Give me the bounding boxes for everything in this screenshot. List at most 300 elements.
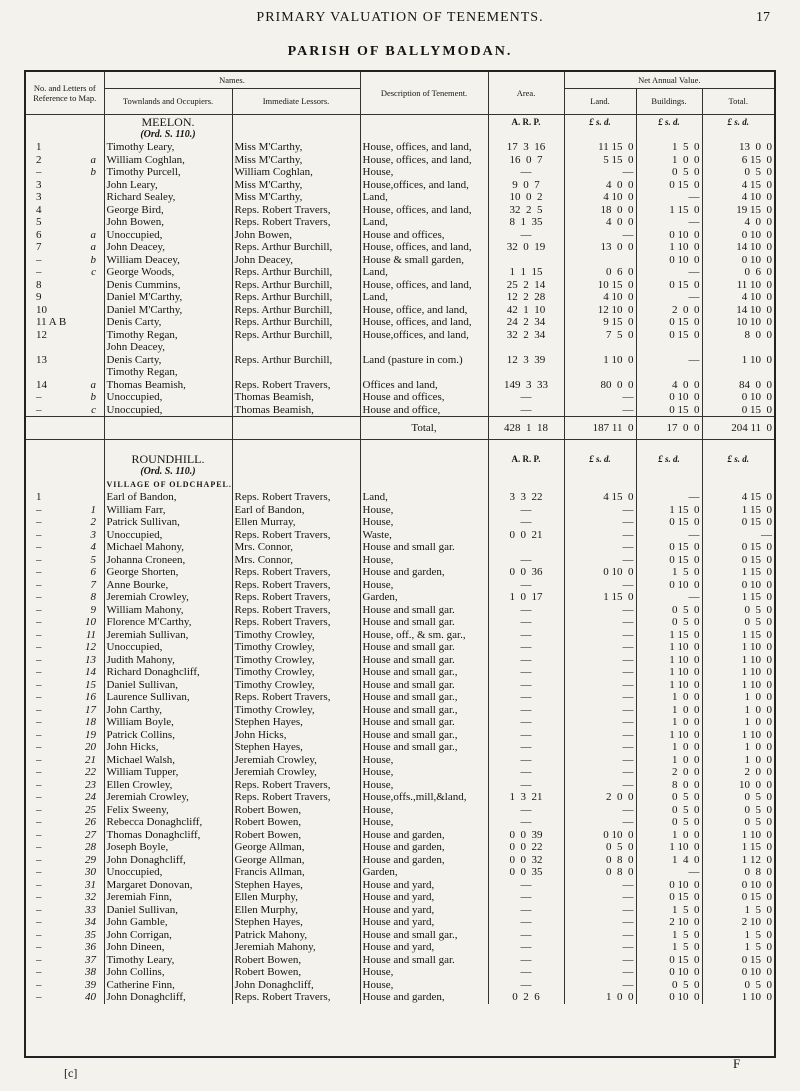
total-value: 84 0 0	[702, 379, 774, 392]
ordnance-sheet: (Ord. S. 110.)	[104, 466, 232, 479]
map-reference	[26, 691, 104, 704]
spacer	[26, 440, 104, 453]
map-number: 2	[36, 153, 42, 166]
total-value: 1 5 0	[702, 941, 774, 954]
col-townlands: Townlands and Occupiers.	[104, 88, 232, 114]
map-number: –	[36, 878, 42, 891]
table-row	[26, 929, 774, 942]
lessor: Miss M'Carthy,	[232, 191, 360, 204]
total-value: 1 15 0	[702, 566, 774, 579]
total-value: 0 5 0	[702, 616, 774, 629]
lessor: Reps. Robert Travers,	[232, 779, 360, 792]
table-row	[26, 754, 774, 767]
occupier: Unoccupied,	[104, 641, 232, 654]
land-value: —	[564, 616, 636, 629]
map-number: –	[36, 941, 42, 953]
spacer	[702, 129, 774, 142]
area: —	[488, 879, 564, 892]
table-row	[26, 979, 774, 992]
occupier: John Deacey,	[104, 341, 232, 354]
map-number: 3	[36, 191, 42, 203]
valuation-table	[26, 72, 774, 1004]
description: House and small gar.,	[360, 929, 488, 942]
description: House and garden,	[360, 829, 488, 842]
land-value: 1 10 0	[564, 354, 636, 367]
map-reference	[26, 316, 104, 329]
map-reference	[26, 604, 104, 617]
land-value: —	[564, 391, 636, 404]
map-number: –	[36, 253, 42, 266]
occupier: William Mahony,	[104, 604, 232, 617]
area	[488, 366, 564, 379]
map-reference	[26, 704, 104, 717]
map-number: –	[36, 716, 42, 728]
land-value: —	[564, 579, 636, 592]
occupier: Jeremiah Crowley,	[104, 591, 232, 604]
spacer	[232, 466, 360, 479]
spacer	[636, 440, 702, 453]
spacer	[488, 479, 564, 492]
land-value: —	[564, 729, 636, 742]
land-value: 12 10 0	[564, 304, 636, 317]
land-value	[564, 341, 636, 354]
buildings-value: 1 5 0	[636, 941, 702, 954]
land-value: —	[564, 541, 636, 554]
lessor: Reps. Arthur Burchill,	[232, 266, 360, 279]
table-row	[26, 729, 774, 742]
map-reference	[26, 679, 104, 692]
total-value: 6 15 0	[702, 154, 774, 167]
land-value: —	[564, 816, 636, 829]
map-number: 13	[36, 353, 47, 366]
table-row	[26, 941, 774, 954]
description: House,	[360, 579, 488, 592]
total-value: 0 5 0	[702, 166, 774, 179]
lessor: Timothy Crowley,	[232, 654, 360, 667]
total-value: 0 5 0	[702, 816, 774, 829]
buildings-value: 2 0 0	[636, 766, 702, 779]
buildings-value	[636, 341, 702, 354]
page-header: PRIMARY VALUATION OF TENEMENTS.	[256, 10, 544, 25]
land-value: 4 0 0	[564, 179, 636, 192]
area: —	[488, 666, 564, 679]
lessor: Reps. Arthur Burchill,	[232, 316, 360, 329]
spacer	[488, 440, 564, 453]
total-value	[702, 366, 774, 379]
buildings-value: 0 10 0	[636, 579, 702, 592]
description: House, offices, and land,	[360, 241, 488, 254]
area: —	[488, 779, 564, 792]
occupier: Daniel Sullivan,	[104, 679, 232, 692]
area: 0 0 36	[488, 566, 564, 579]
map-number: –	[36, 803, 42, 816]
map-letter: 22	[85, 766, 96, 778]
spacer	[232, 479, 360, 492]
total-total: 204 11 0	[702, 417, 774, 440]
occupier: Ellen Crowley,	[104, 779, 232, 792]
table-row	[26, 741, 774, 754]
table-row	[26, 591, 774, 604]
land-value: —	[564, 966, 636, 979]
area: 24 2 34	[488, 316, 564, 329]
col-nav: Net Annual Value.	[564, 72, 774, 88]
lessor: Robert Bowen,	[232, 966, 360, 979]
map-letter: 18	[85, 716, 96, 728]
spacer	[564, 479, 636, 492]
occupier: Thomas Donaghcliff,	[104, 829, 232, 842]
lessor: Reps. Robert Travers,	[232, 579, 360, 592]
map-number: –	[36, 691, 42, 703]
map-letter: 21	[85, 753, 96, 766]
land-value: 4 15 0	[564, 491, 636, 504]
map-number: –	[36, 578, 42, 591]
lessor: Reps. Arthur Burchill,	[232, 291, 360, 304]
buildings-value: 0 5 0	[636, 804, 702, 817]
occupier: Unoccupied,	[104, 866, 232, 879]
total-value: 1 10 0	[702, 829, 774, 842]
map-reference	[26, 954, 104, 967]
total-value: 1 10 0	[702, 654, 774, 667]
map-reference	[26, 791, 104, 804]
table-row	[26, 541, 774, 554]
description: House and small gar.,	[360, 691, 488, 704]
map-letter: 2	[90, 516, 96, 528]
map-number: –	[36, 391, 42, 403]
map-number: 7	[36, 241, 42, 253]
lessor: Reps. Robert Travers,	[232, 216, 360, 229]
lessor: Miss M'Carthy,	[232, 154, 360, 167]
spacer	[104, 417, 232, 440]
table-row	[26, 654, 774, 667]
buildings-value: 0 15 0	[636, 279, 702, 292]
map-letter: a	[90, 241, 96, 253]
table-row	[26, 641, 774, 654]
area: —	[488, 391, 564, 404]
buildings-value: 0 10 0	[636, 966, 702, 979]
table-row	[26, 916, 774, 929]
map-number: –	[36, 516, 42, 528]
lessor: William Coghlan,	[232, 166, 360, 179]
area: —	[488, 616, 564, 629]
map-reference	[26, 379, 104, 392]
total-value: 8 0 0	[702, 329, 774, 342]
area: 42 1 10	[488, 304, 564, 317]
occupier: John Carthy,	[104, 704, 232, 717]
total-value: 1 5 0	[702, 929, 774, 942]
occupier: George Woods,	[104, 266, 232, 279]
buildings-value: 0 10 0	[636, 229, 702, 242]
map-reference	[26, 779, 104, 792]
occupier: Johanna Croneen,	[104, 554, 232, 567]
table-row	[26, 166, 774, 179]
buildings-value: 1 10 0	[636, 666, 702, 679]
buildings-value: —	[636, 291, 702, 304]
map-reference	[26, 229, 104, 242]
area: —	[488, 966, 564, 979]
buildings-value: 0 15 0	[636, 516, 702, 529]
map-letter: 32	[85, 891, 96, 903]
map-reference	[26, 941, 104, 954]
total-value: 1 0 0	[702, 754, 774, 767]
description: House and garden,	[360, 854, 488, 867]
map-reference	[26, 991, 104, 1004]
total-value: 10 10 0	[702, 316, 774, 329]
spacer	[104, 440, 232, 453]
area	[488, 341, 564, 354]
land-value	[564, 254, 636, 267]
table-row	[26, 516, 774, 529]
lessor: Reps. Arthur Burchill,	[232, 241, 360, 254]
lessor: Miss M'Carthy,	[232, 141, 360, 154]
land-value: —	[564, 704, 636, 717]
spacer	[232, 440, 360, 453]
land-value: —	[564, 716, 636, 729]
description: House,	[360, 516, 488, 529]
map-number: –	[36, 891, 42, 903]
table-row	[26, 891, 774, 904]
occupier: William Farr,	[104, 504, 232, 517]
map-reference	[26, 179, 104, 192]
map-letter: 33	[85, 903, 96, 916]
land-value: —	[564, 666, 636, 679]
map-reference	[26, 591, 104, 604]
map-letter: 29	[85, 853, 96, 866]
area: —	[488, 904, 564, 917]
map-letter: 12	[85, 641, 96, 653]
buildings-value: 0 5 0	[636, 166, 702, 179]
area: —	[488, 716, 564, 729]
lessor: Reps. Robert Travers,	[232, 791, 360, 804]
map-letter: 19	[85, 728, 96, 741]
total-label: Total,	[360, 417, 488, 440]
map-reference	[26, 854, 104, 867]
lessor: Miss M'Carthy,	[232, 179, 360, 192]
description: House,	[360, 804, 488, 817]
table-row	[26, 666, 774, 679]
area: —	[488, 404, 564, 417]
occupier: Earl of Bandon,	[104, 491, 232, 504]
map-letter: 14	[85, 666, 96, 678]
map-letter: 16	[85, 691, 96, 703]
table-row	[26, 704, 774, 717]
occupier: George Bird,	[104, 204, 232, 217]
map-letter: 13	[85, 653, 96, 666]
map-number: –	[36, 791, 42, 803]
land-value: —	[564, 504, 636, 517]
map-reference	[26, 266, 104, 279]
map-letter: c	[91, 403, 96, 416]
table-row	[26, 579, 774, 592]
map-number: –	[36, 916, 42, 928]
table-row	[26, 841, 774, 854]
total-value: 4 15 0	[702, 491, 774, 504]
occupier: William Coghlan,	[104, 154, 232, 167]
map-reference	[26, 304, 104, 317]
description: House and small gar.,	[360, 666, 488, 679]
area: 12 2 28	[488, 291, 564, 304]
land-value: —	[564, 766, 636, 779]
occupier: Felix Sweeny,	[104, 804, 232, 817]
total-value: 4 0 0	[702, 216, 774, 229]
description: House and small gar.	[360, 616, 488, 629]
map-reference	[26, 329, 104, 342]
total-value: 13 0 0	[702, 141, 774, 154]
total-value: 1 10 0	[702, 729, 774, 742]
description: House and yard,	[360, 941, 488, 954]
map-number: –	[36, 628, 42, 641]
occupier: John Deacey,	[104, 241, 232, 254]
total-value: 0 15 0	[702, 541, 774, 554]
spacer	[564, 129, 636, 142]
map-reference	[26, 166, 104, 179]
land-value: —	[564, 804, 636, 817]
occupier: John Bowen,	[104, 216, 232, 229]
map-reference	[26, 354, 104, 367]
description: House,	[360, 779, 488, 792]
total-value: 1 10 0	[702, 991, 774, 1004]
map-reference	[26, 554, 104, 567]
lessor: Stephen Hayes,	[232, 741, 360, 754]
area: 0 0 35	[488, 866, 564, 879]
map-letter: b	[90, 166, 96, 178]
total-value: 1 10 0	[702, 679, 774, 692]
table-row	[26, 491, 774, 504]
description: Land,	[360, 216, 488, 229]
area: —	[488, 629, 564, 642]
table-row	[26, 504, 774, 517]
occupier: William Boyle,	[104, 716, 232, 729]
table-row	[26, 804, 774, 817]
area: 1 3 21	[488, 791, 564, 804]
map-letter: 5	[90, 553, 96, 566]
table-row	[26, 679, 774, 692]
lessor: Patrick Mahony,	[232, 929, 360, 942]
description: House, offices, and land,	[360, 204, 488, 217]
land-value: 1 0 0	[564, 991, 636, 1004]
land-value: —	[564, 404, 636, 417]
area: —	[488, 766, 564, 779]
table-row	[26, 866, 774, 879]
description: House and garden,	[360, 991, 488, 1004]
col-area: Area.	[488, 72, 564, 114]
buildings-value: 0 10 0	[636, 254, 702, 267]
area: —	[488, 916, 564, 929]
map-reference	[26, 391, 104, 404]
land-value	[564, 366, 636, 379]
total-value: 1 0 0	[702, 716, 774, 729]
table-row	[26, 791, 774, 804]
map-reference	[26, 216, 104, 229]
description: House, offices, and land,	[360, 141, 488, 154]
occupier: Joseph Boyle,	[104, 841, 232, 854]
lessor: Reps. Robert Travers,	[232, 991, 360, 1004]
map-reference	[26, 829, 104, 842]
total-row	[26, 417, 774, 440]
occupier: Jeremiah Crowley,	[104, 791, 232, 804]
land-value: 18 0 0	[564, 204, 636, 217]
lessor: John Donaghcliff,	[232, 979, 360, 992]
map-letter: 39	[85, 978, 96, 991]
description: Land,	[360, 266, 488, 279]
townland-name: ROUNDHILL.	[104, 452, 232, 466]
table-row	[26, 216, 774, 229]
map-number: 9	[36, 291, 42, 303]
map-number: –	[36, 828, 42, 841]
spacer	[26, 452, 104, 466]
area: —	[488, 816, 564, 829]
map-number: –	[36, 528, 42, 541]
description: Land,	[360, 291, 488, 304]
area: 17 3 16	[488, 141, 564, 154]
buildings-units: £ s. d.	[636, 452, 702, 466]
total-value: 2 10 0	[702, 916, 774, 929]
land-value: —	[564, 929, 636, 942]
description: House and small gar.	[360, 654, 488, 667]
table-row	[26, 829, 774, 842]
spacer	[26, 466, 104, 479]
map-number: –	[36, 953, 42, 966]
buildings-value: 1 15 0	[636, 504, 702, 517]
lessor: John Deacey,	[232, 254, 360, 267]
buildings-value: 0 5 0	[636, 979, 702, 992]
occupier: Unoccupied,	[104, 391, 232, 404]
spacer	[360, 452, 488, 466]
map-reference	[26, 641, 104, 654]
map-number: –	[36, 503, 42, 516]
buildings-value: —	[636, 866, 702, 879]
buildings-value: 1 15 0	[636, 629, 702, 642]
buildings-value: 0 15 0	[636, 179, 702, 192]
table-row	[26, 154, 774, 167]
map-reference	[26, 891, 104, 904]
map-reference	[26, 291, 104, 304]
total-value: 1 15 0	[702, 841, 774, 854]
area: —	[488, 691, 564, 704]
description	[360, 341, 488, 354]
map-reference	[26, 404, 104, 417]
map-number: –	[36, 553, 42, 566]
map-reference	[26, 529, 104, 542]
map-letter: 35	[85, 928, 96, 941]
total-value: 4 15 0	[702, 179, 774, 192]
occupier: John Leary,	[104, 179, 232, 192]
map-letter: 17	[85, 703, 96, 716]
description: House and garden,	[360, 566, 488, 579]
land-value: 7 5 0	[564, 329, 636, 342]
buildings-value: 0 15 0	[636, 891, 702, 904]
lessor: Reps. Robert Travers,	[232, 379, 360, 392]
map-letter: 27	[85, 828, 96, 841]
occupier: William Tupper,	[104, 766, 232, 779]
table-row	[26, 304, 774, 317]
area: 16 0 7	[488, 154, 564, 167]
map-letter: 40	[85, 991, 96, 1003]
description: House and offices,	[360, 391, 488, 404]
buildings-value: 1 5 0	[636, 566, 702, 579]
lessor: Ellen Murphy,	[232, 904, 360, 917]
description: House and small gar.,	[360, 704, 488, 717]
map-letter: 3	[90, 528, 96, 541]
map-reference	[26, 904, 104, 917]
description: House and office,	[360, 404, 488, 417]
map-letter: b	[90, 253, 96, 266]
spacer	[26, 479, 104, 492]
spacer	[488, 466, 564, 479]
lessor: Jeremiah Mahony,	[232, 941, 360, 954]
total-value: 0 10 0	[702, 579, 774, 592]
occupier: Michael Walsh,	[104, 754, 232, 767]
map-number: –	[36, 603, 42, 616]
